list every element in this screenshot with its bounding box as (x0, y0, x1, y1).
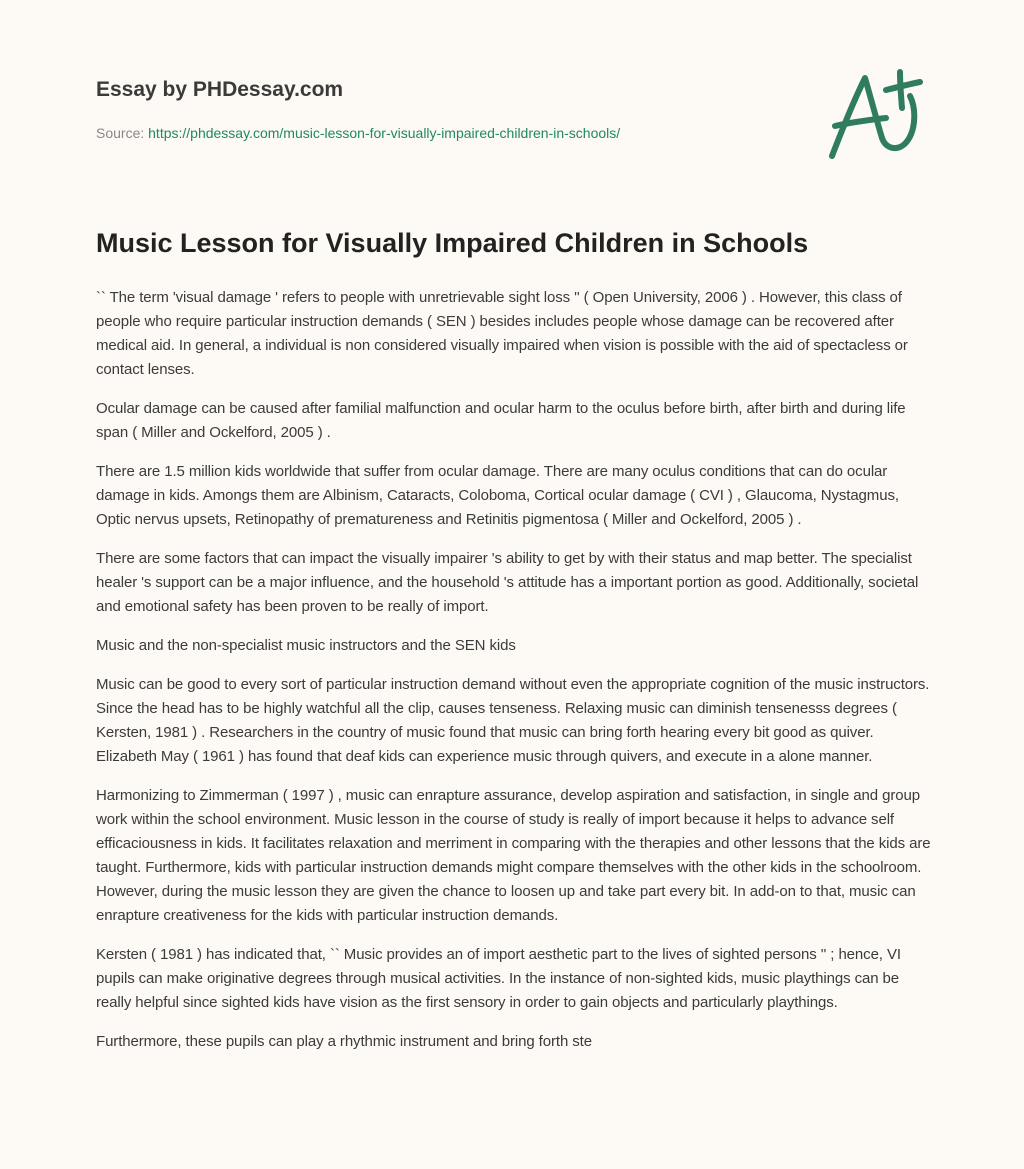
paragraph: Furthermore, these pupils can play a rhythmic instrument and bring forth ste (96, 1033, 592, 1050)
essay-title: Music Lesson for Visually Impaired Children in Schools (96, 228, 809, 258)
a-plus-logo-icon (810, 60, 940, 170)
paragraph: Ocular damage can be caused after familial malfunction and ocular harm to the oculus before birth, after birth and during life span ( Miller and Ockelford, 2005 ) . (96, 400, 906, 441)
paragraph: Music can be good to every sort of particular instruction demand without even the appropriate cognition of the music instructors. Since the head has to be highly watchful all the clip, causes tenseness. Relaxing music can diminish tensenesss degrees ( Kersten, 1981 ) . Researchers in the country of music found that music can bring forth hearing every bit good as quiver. Elizabeth May ( 1961 ) has found that deaf kids can experience music through quivers, and execute in a alone manner. (96, 676, 930, 765)
source-line (96, 125, 620, 141)
source-label: Source: (96, 125, 145, 141)
source-link[interactable]: https://phdessay.com/music-lesson-for-visually-impaired-children-in-schools/ (148, 125, 621, 141)
paragraph: Harmonizing to Zimmerman ( 1997 ) , music can enrapture assurance, develop aspiration and satisfaction, in single and group work within the school environment. Music lesson in the course of study is really of import because it helps to advance self efficaciousness in kids. It facilitates relaxation and merriment in comparing with the therapies and other lessons that the kids are taught. Furthermore, kids with particular instruction demands might compare themselves with the other kids in the schoolroom. However, during the music lesson they are given the chance to loosen up and take part every bit. In add-on to that, music can enrapture creativeness for the kids with particular instruction demands. (96, 787, 931, 924)
site-title: Essay by PHDessay.com (96, 78, 344, 101)
paragraph: There are some factors that can impact the visually impairer 's ability to get by with their status and map better. The specialist healer 's support can be a major influence, and the household 's attitude has a important portion as good. Additionally, societal and emotional safety has been proven to be really of import. (96, 550, 919, 615)
essay-body (96, 286, 932, 1069)
paragraph: `` The term 'visual damage ' refers to people with unretrievable sight loss '' ( Open University, 2006 ) . However, this class of people who require particular instruction demands ( SEN ) besides includes people whose damage can be recovered after medical aid. In general, a individual is non considered visually impaired when vision is possible with the aid of spectacless or contact lenses. (96, 289, 908, 378)
paragraph: There are 1.5 million kids worldwide that suffer from ocular damage. There are many oculus conditions that can do ocular damage in kids. Amongs them are Albinism, Cataracts, Coloboma, Cortical ocular damage ( CVI ) , Glaucoma, Nystagmus, Optic nervus upsets, Retinopathy of prematureness and Retinitis pigmentosa ( Miller and Ockelford, 2005 ) . (96, 463, 899, 528)
paragraph: Kersten ( 1981 ) has indicated that, `` Music provides an of import aesthetic part to the lives of sighted persons '' ; hence, VI pupils can make originative degrees through musical activities. In the instance of non-sighted kids, music playthings can be really helpful since sighted kids have vision as the first sensory in order to gain objects and particularly playthings. (96, 946, 901, 1011)
section-subheading: Music and the non-specialist music instructors and the SEN kids (96, 637, 516, 654)
